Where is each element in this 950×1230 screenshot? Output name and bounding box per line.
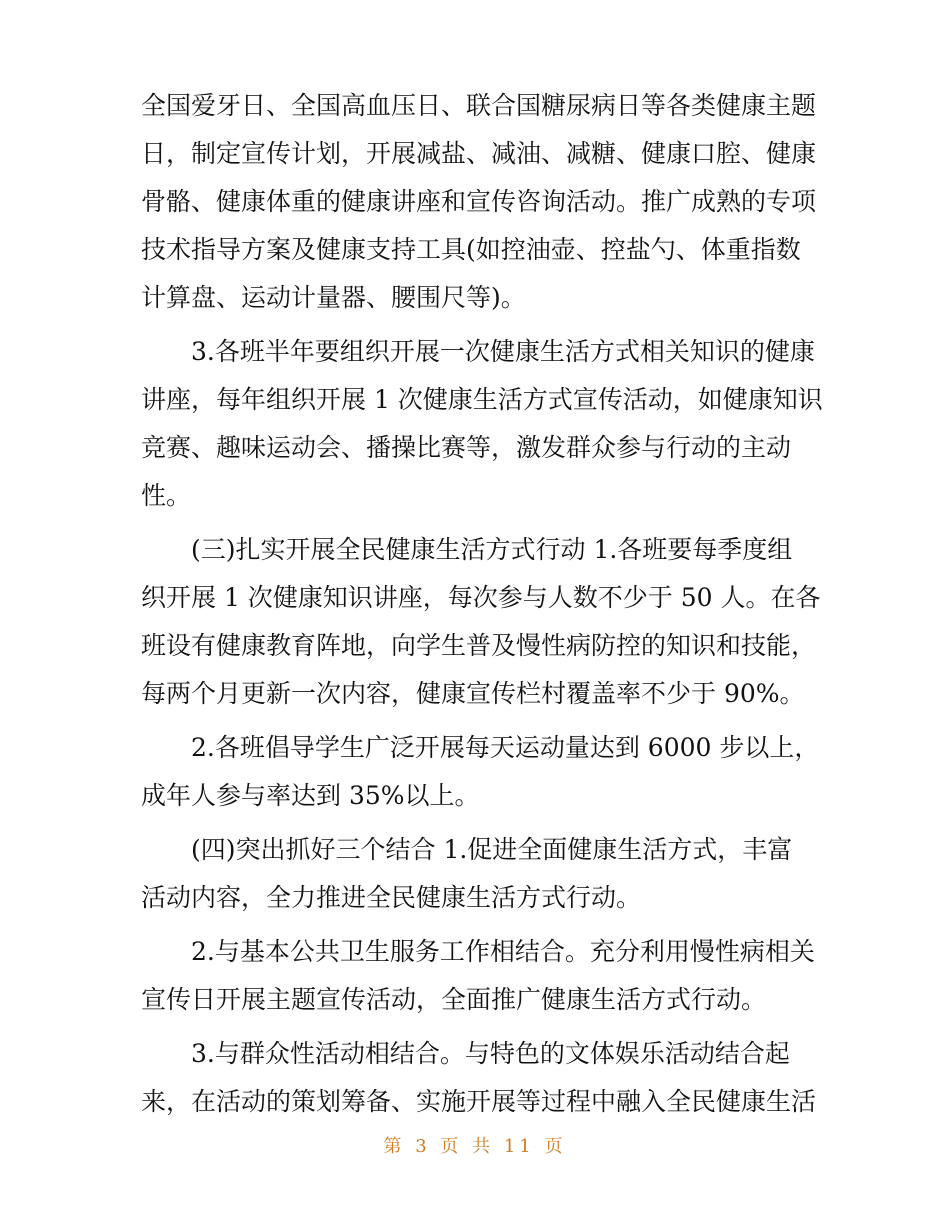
paragraph-start-line: 3.各班半年要组织开展一次健康生活方式相关知识的健康 [191,337,815,366]
text-line: 讲座，每年组织开展 1 次健康生活方式宣传活动，如健康知识 [141,385,823,414]
text-line: 竞赛、趣味运动会、播操比赛等，激发群众参与行动的主动 [141,433,792,462]
paragraph-start-line: 2.各班倡导学生广泛开展每天运动量达到 6000 步以上， [191,733,820,762]
document-body [141,82,823,1126]
text-line: 活动内容，全力推进全民健康生活方式行动。 [141,883,642,912]
text-line: 性。 [141,481,192,510]
text-line: 班设有健康教育阵地，向学生普及慢性病防控的知识和技能， [141,631,817,660]
text-line: 成年人参与率达到 35%以上。 [141,781,480,810]
text-line: 骨骼、健康体重的健康讲座和宣传咨询活动。推广成熟的专项 [141,187,817,216]
text-line: 每两个月更新一次内容，健康宣传栏村覆盖率不少于 90%。 [141,679,805,708]
text-line: 计算盘、运动计量器、腰围尺等)。 [141,283,526,312]
text-line: 来，在活动的策划筹备、实施开展等过程中融入全民健康生活 [141,1087,817,1116]
text-line: 宣传日开展主题宣传活动，全面推广健康生活方式行动。 [141,985,767,1014]
section-heading-line: (三)扎实开展全民健康生活方式行动 1.各班要每季度组 [191,535,793,564]
text-line: 全国爱牙日、全国高血压日、联合国糖尿病日等各类健康主题 [141,91,817,120]
paragraph-start-line: 2.与基本公共卫生服务工作相结合。充分利用慢性病相关 [191,937,815,966]
page-number-footer: 第 3 页 共 11 页 [383,1136,567,1157]
text-line: 技术指导方案及健康支持工具(如控油壶、控盐勺、体重指数 [141,235,801,264]
text-line: 日，制定宣传计划，开展减盐、减油、减糖、健康口腔、健康 [141,139,817,168]
paragraph-start-line: 3.与群众性活动相结合。与特色的文体娱乐活动结合起 [191,1039,790,1068]
section-heading-line: (四)突出抓好三个结合 1.促进全面健康生活方式，丰富 [191,835,793,864]
text-line: 织开展 1 次健康知识讲座，每次参与人数不少于 50 人。在各 [141,583,821,612]
